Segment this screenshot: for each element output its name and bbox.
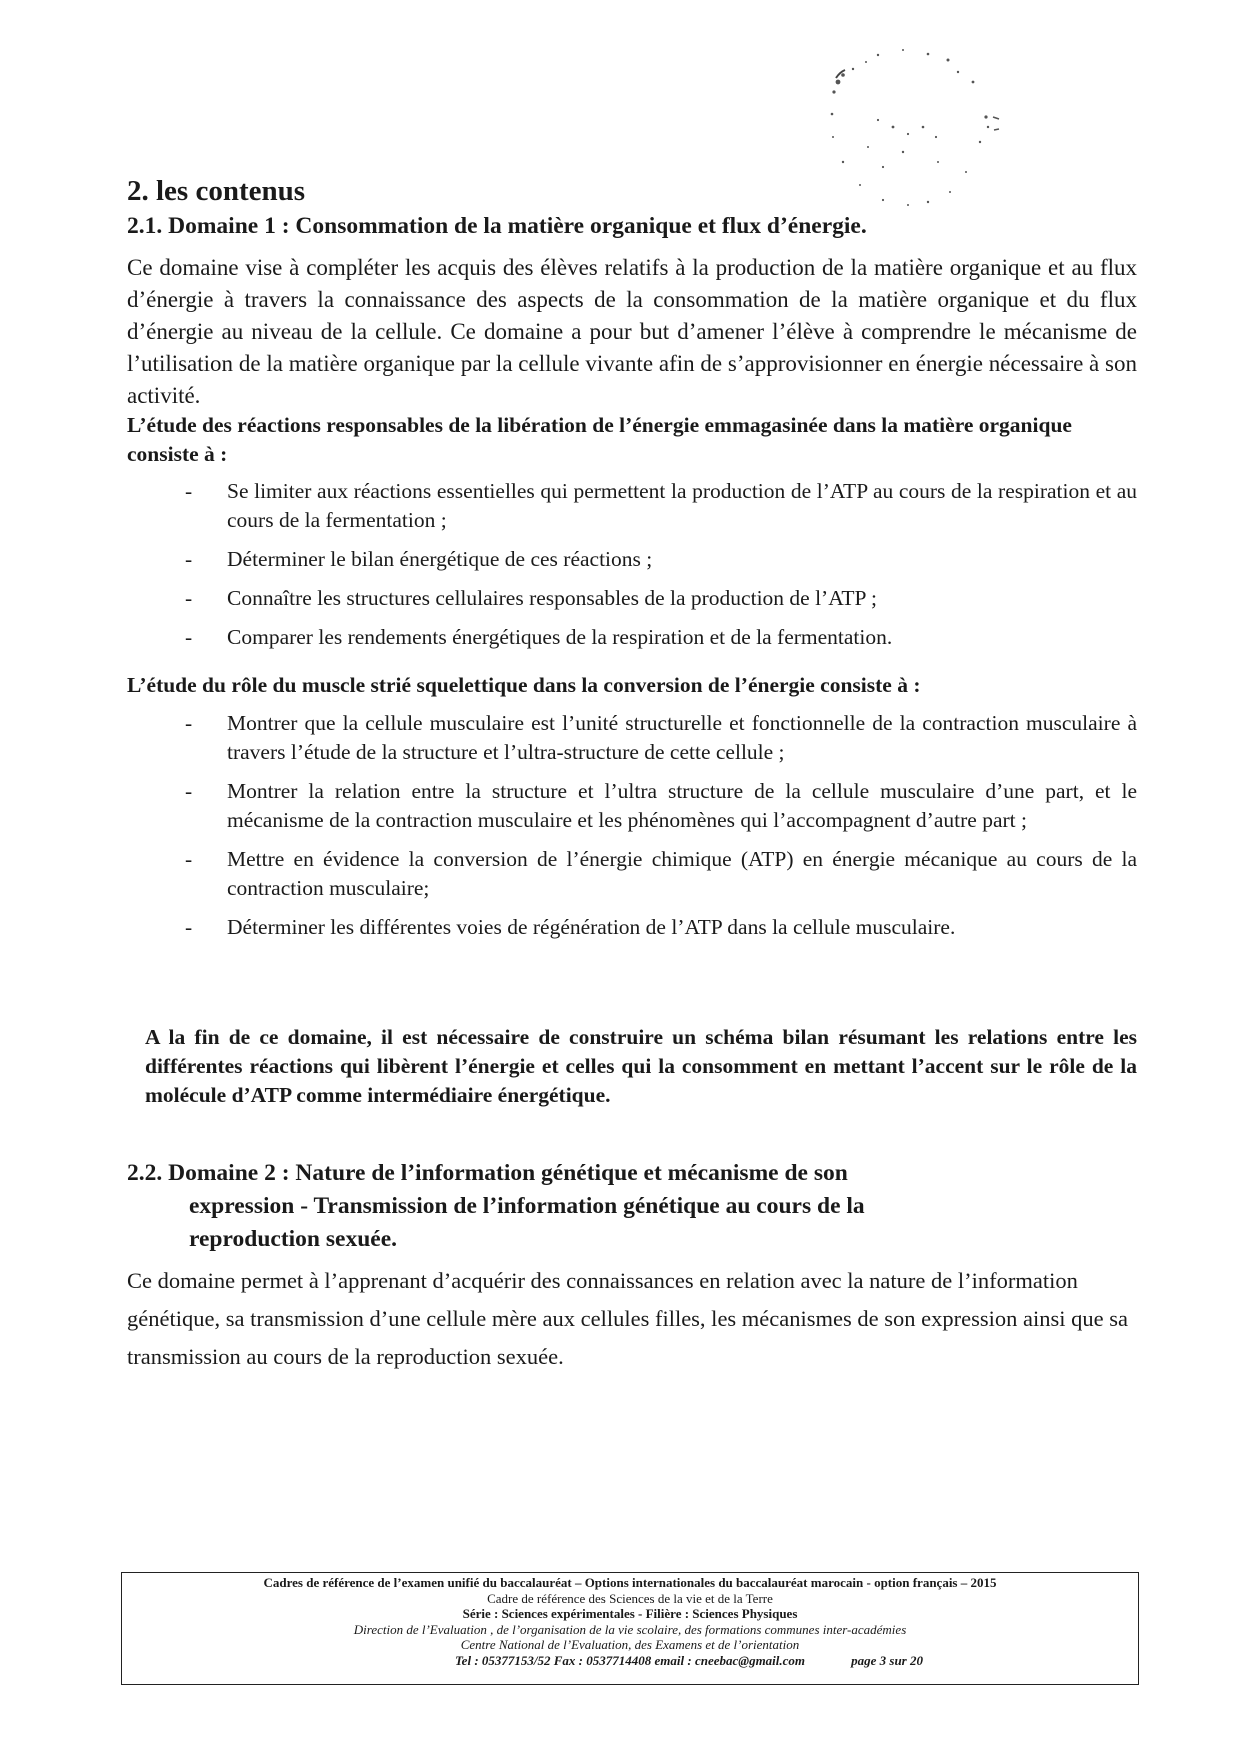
study1-lead: L’étude des réactions responsables de la libération de l’énergie emmagasinée dans la matière organique consiste à : bbox=[127, 413, 1072, 466]
dash-bullet: - bbox=[185, 547, 193, 571]
footer-line: Centre National de l’Evaluation, des Examens et de l’orientation bbox=[460, 1637, 800, 1652]
study2-list bbox=[0, 709, 1240, 942]
dash-bullet: - bbox=[185, 847, 193, 871]
official-stamp bbox=[808, 42, 1023, 222]
study2-lead: L’étude du rôle du muscle strié squelettique dans la conversion de l’énergie consiste à : bbox=[127, 673, 921, 697]
domain1-title: 2.1. Domaine 1 : Consommation de la matière organique et flux d’énergie. bbox=[127, 213, 867, 239]
footer-contact-row bbox=[122, 1653, 1138, 1669]
section-heading: 2. les contenus bbox=[127, 175, 306, 207]
dash-bullet: - bbox=[185, 479, 193, 503]
domain1-intro: Ce domaine vise à compléter les acquis des élèves relatifs à la production de la matière organique et au flux d’énergie à travers la connaissance des aspects de la consommation de la matière organique et du flux d’énergie au niveau de la cellule. Ce domaine a pour but d’amener l’élève à comprendre le mécanisme de l’utilisation de la matière organique par la cellule vivante afin de s’approvisionner en énergie nécessaire à son activité. bbox=[127, 255, 1137, 408]
domain2-title: 2.2. Domaine 2 : Nature de l’information génétique et mécanisme de son expression - Transmission de l’information génétique au cours de la reproduction sexuée. bbox=[127, 1160, 865, 1252]
list-item: - Se limiter aux réactions essentielles qui permettent la production de l’ATP au cours de la respiration et au cours de la fermentation ; bbox=[185, 479, 1137, 532]
list-item: - Déterminer les différentes voies de régénération de l’ATP dans la cellule musculaire. bbox=[0, 913, 1137, 942]
dash-bullet: - bbox=[185, 586, 193, 610]
dash-bullet: - bbox=[185, 779, 193, 803]
footer-line: Série : Sciences expérimentales - Filière : Sciences Physiques bbox=[462, 1606, 798, 1621]
footer-contact: Tel : 05377153/52 Fax : 0537714408 email : cneebac@gmail.com bbox=[454, 1652, 806, 1668]
list-item: - Connaître les structures cellulaires responsables de la production de l’ATP ; bbox=[0, 584, 1137, 613]
list-item: - Mettre en évidence la conversion de l’énergie chimique (ATP) en énergie mécanique au cours de la contraction musculaire; bbox=[185, 847, 1137, 900]
page-footer bbox=[121, 1572, 1139, 1685]
page-number: page 3 sur 20 bbox=[851, 1652, 923, 1668]
footer-line: Cadre de référence des Sciences de la vie et de la Terre bbox=[487, 1590, 773, 1606]
dash-bullet: - bbox=[185, 711, 193, 735]
domain2-intro: Ce domaine permet à l’apprenant d’acquérir des connaissances en relation avec la nature de l’information génétique, sa transmission d’une cellule mère aux cellules filles, les mécanismes de son expression ainsi que sa transmission au cours de la reproduction sexuée. bbox=[127, 1268, 1128, 1369]
study1-list bbox=[0, 477, 1240, 652]
list-item: - Comparer les rendements énergétiques de la respiration et de la fermentation. bbox=[0, 623, 1137, 652]
list-item: - Déterminer le bilan énergétique de ces réactions ; bbox=[0, 545, 1137, 574]
footer-line: Direction de l’Evaluation , de l’organisation de la vie scolaire, des formations communes inter-académies bbox=[353, 1621, 907, 1637]
list-item: - Montrer que la cellule musculaire est l’unité structurelle et fonctionnelle de la contraction musculaire à travers l’étude de la structure et l’ultra-structure de cette cellule ; bbox=[185, 711, 1137, 764]
domain1-conclusion: A la fin de ce domaine, il est nécessaire de construire un schéma bilan résumant les relations entre les différentes réactions qui libèrent l’énergie et celles qui la consomment en mettant l’accent sur le rôle de la molécule d’ATP comme intermédiaire énergétique. bbox=[145, 1025, 1137, 1107]
list-item: - Montrer la relation entre la structure et l’ultra structure de la cellule musculaire d’une part, et le mécanisme de la contraction musculaire et les phénomènes qui l’accompagnent d’autre part ; bbox=[185, 779, 1137, 832]
footer-line: Cadres de référence de l’examen unifié du baccalauréat – Options internationales du baccalauréat marocain - option français – 2015 bbox=[263, 1575, 997, 1590]
dash-bullet: - bbox=[185, 915, 193, 939]
dash-bullet: - bbox=[185, 625, 193, 649]
